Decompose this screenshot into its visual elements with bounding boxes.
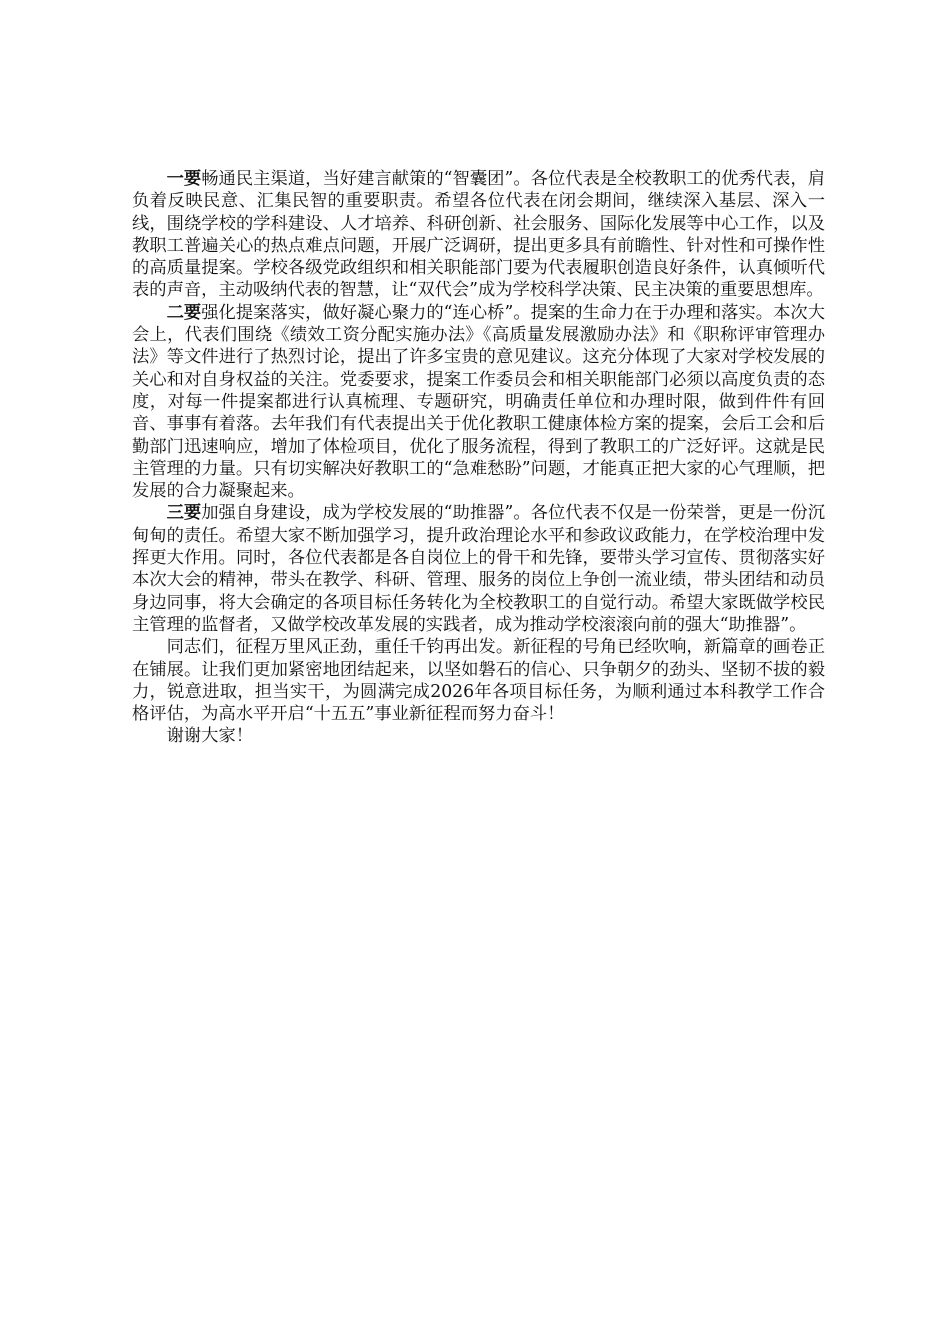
document-body [132,168,825,748]
paragraph-lead: 三要 [166,503,202,524]
paragraph-closing [132,636,825,725]
paragraph-text: 强化提案落实，做好凝心聚力的“连心桥”。提案的生命力在于办理和落实。本次大会上，代表们围绕《绩效工资分配实施办法》《高质量发展激励办法》和《职称评审管理办法》等文件进行了热烈讨论，提出了许多宝贵的意见建议。这充分体现了大家对学校发展的关心和对自身权益的关注。党委要求，提案工作委员会和相关职能部门必须以高度负责的态度，对每一件提案都进行认真梳理、专题研究，明确责任单位和办理时限，做到件件有回音、事事有着落。去年我们有代表提出关于优化教职工健康体检方案的提案，会后工会和后勤部门迅速响应，增加了体检项目，优化了服务流程，得到了教职工的广泛好评。这就是民主管理的力量。只有切实解决好教职工的“急难愁盼”问题，才能真正把大家的心气理顺，把发展的合力凝聚起来。 [132,302,825,502]
paragraph-text: 加强自身建设，成为学校发展的“助推器”。各位代表不仅是一份荣誉，更是一份沉甸甸的责任。希望大家不断加强学习，提升政治理论水平和参政议政能力，在学校治理中发挥更大作用。同时，各位代表都是各自岗位上的骨干和先锋，要带头学习宣传、贯彻落实好本次大会的精神，带头在教学、科研、管理、服务的岗位上争创一流业绩，带头团结和动员身边同事，将大会确定的各项目标任务转化为全校教职工的自觉行动。希望大家既做学校民主管理的监督者，又做学校改革发展的实践者，成为推动学校滚滚向前的强大“助推器”。 [132,503,825,635]
paragraph-third-requirement [132,502,825,636]
paragraph-lead: 一要 [166,169,202,189]
paragraph-text: 谢谢大家！ [166,726,254,747]
paragraph-lead: 二要 [166,302,202,323]
paragraph-text: 畅通民主渠道，当好建言献策的“智囊团”。各位代表是全校教职工的优秀代表，肩负着反映民意、汇集民智的重要职责。希望各位代表在闭会期间，继续深入基层、深入一线，围绕学校的学科建设、人才培养、科研创新、社会服务、国际化发展等中心工作，以及教职工普遍关心的热点难点问题，开展广泛调研，提出更多具有前瞻性、针对性和可操作性的高质量提案。学校各级党政组织和相关职能部门要为代表履职创造良好条件，认真倾听代表的声音，主动吸纳代表的智慧，让“双代会”成为学校科学决策、民主决策的重要思想库。 [132,169,825,301]
paragraph-second-requirement [132,302,825,503]
paragraph-first-requirement [132,168,825,302]
paragraph-text: 同志们，征程万里风正劲，重任千钧再出发。新征程的号角已经吹响，新篇章的画卷正在铺展。让我们更加紧密地团结起来，以坚如磐石的信心、只争朝夕的劲头、坚韧不拔的毅力，锐意进取，担当实干，为圆满完成2026年各项目标任务，为顺利通过本科教学工作合格评估，为高水平开启“十五五”事业新征程而努力奋斗！ [132,637,825,725]
paragraph-thanks [132,725,825,747]
